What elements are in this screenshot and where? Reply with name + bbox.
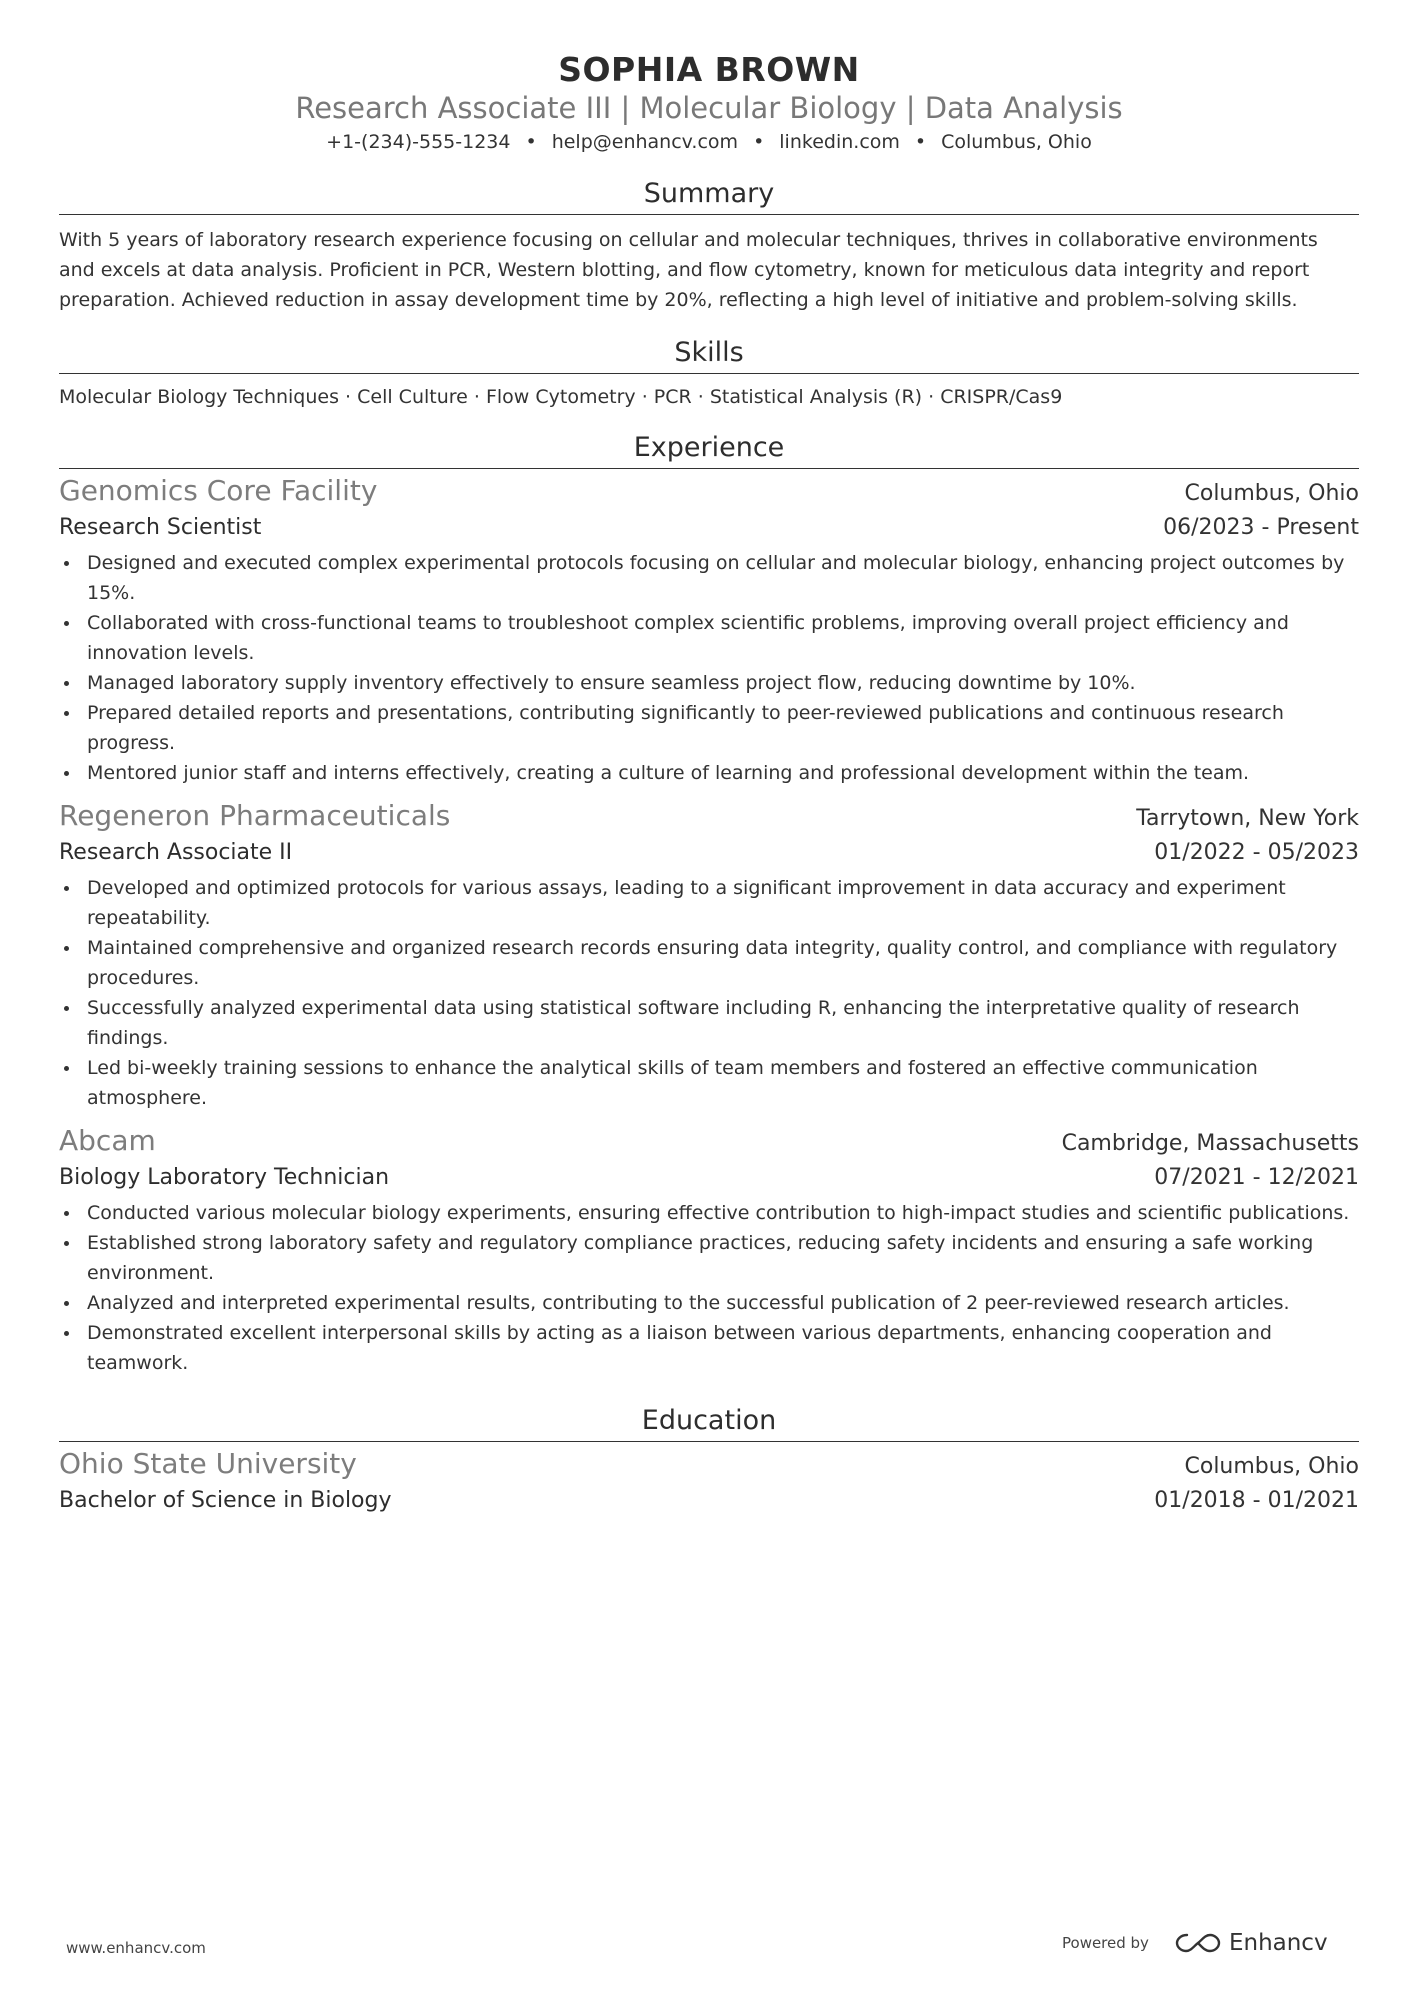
education-entry [59,1446,1359,1518]
linkedin-link[interactable]: linkedin.com [779,131,900,153]
list-item: Demonstrated excellent interpersonal skills by acting as a liaison between various departments, enhancing cooperation and teamwork. [59,1318,1359,1378]
job-role: Research Associate II [59,840,293,865]
powered-by-label: Powered by [1062,1934,1149,1952]
list-item: Established strong laboratory safety and regulatory compliance practices, reducing safety incidents and ensuring a safe working environment. [59,1228,1359,1288]
list-item: Developed and optimized protocols for various assays, leading to a significant improvement in data accuracy and experiment repeatability. [59,873,1359,933]
education-heading: Education [641,1405,777,1436]
list-item: Mentored junior staff and interns effectively, creating a culture of learning and professional development within the team. [59,758,1359,788]
skills-heading: Skills [674,337,744,368]
contact-location: Columbus, Ohio [941,131,1092,153]
separator-dot: • [753,131,765,153]
section-divider [59,1441,1359,1442]
summary-text: With 5 years of laboratory research experience focusing on cellular and molecular techniques, thrives in collaborative environments and excels at data analysis. Proficient in PCR, Western blotting, and flow cytometry, known for meticulous data integrity and report preparation. Achieved reduction in assay development time by 20%, reflecting a high level of initiative and problem-solving skills. [59,229,1318,311]
skills-list: Molecular Biology Techniques · Cell Culture · Flow Cytometry · PCR · Statistical Analysis (R) · CRISPR/Cas9 [59,386,1063,408]
section-divider [59,214,1359,215]
footer-branding [1062,1930,1328,1956]
list-item: Analyzed and interpreted experimental results, contributing to the successful publication of 2 peer-reviewed research articles. [59,1288,1359,1318]
contact-line [59,128,1359,156]
list-item: Designed and executed complex experimental protocols focusing on cellular and molecular biology, enhancing project outcomes by 15%. [59,548,1359,608]
experience-heading: Experience [633,432,785,463]
company-name: Abcam [59,1124,156,1157]
company-name: Genomics Core Facility [59,474,378,507]
candidate-name: SOPHIA BROWN [558,50,860,89]
experience-entry [59,1123,1359,1378]
job-bullets [59,548,1359,788]
list-item: Managed laboratory supply inventory effectively to ensure seamless project flow, reducing downtime by 10%. [59,668,1359,698]
company-name: Regeneron Pharmaceuticals [59,799,451,832]
separator-dot: • [525,131,537,153]
brand-name: Enhancv [1228,1930,1328,1956]
phone[interactable]: +1-(234)-555-1234 [326,131,511,153]
job-bullets [59,873,1359,1113]
school-location: Columbus, Ohio [1184,1454,1359,1479]
job-role: Research Scientist [59,515,262,540]
list-item: Maintained comprehensive and organized research records ensuring data integrity, quality control, and compliance with regulatory procedures. [59,933,1359,993]
job-location: Tarrytown, New York [1136,806,1359,831]
email[interactable]: help@enhancv.com [551,131,739,153]
list-item: Led bi-weekly training sessions to enhance the analytical skills of team members and fostered an effective communication atmosphere. [59,1053,1359,1113]
job-dates: 06/2023 - Present [1163,515,1359,540]
footer-website-link[interactable]: www.enhancv.com [66,1939,206,1957]
degree: Bachelor of Science in Biology [59,1488,392,1513]
list-item: Collaborated with cross-functional teams to troubleshoot complex scientific problems, improving overall project efficiency and innovation levels. [59,608,1359,668]
enhancv-logo-icon [1175,1931,1221,1955]
job-location: Columbus, Ohio [1184,481,1359,506]
job-role: Biology Laboratory Technician [59,1165,390,1190]
list-item: Conducted various molecular biology experiments, ensuring effective contribution to high-impact studies and scientific publications. [59,1198,1359,1228]
experience-entry [59,473,1359,788]
section-divider [59,373,1359,374]
job-dates: 01/2022 - 05/2023 [1154,840,1359,865]
school-name: Ohio State University [59,1447,357,1480]
summary-heading: Summary [643,178,775,209]
section-divider [59,468,1359,469]
brand-logo[interactable] [1175,1930,1328,1956]
experience-entry [59,798,1359,1113]
resume-page [59,48,1359,1518]
education-dates: 01/2018 - 01/2021 [1154,1488,1359,1513]
job-location: Cambridge, Massachusetts [1061,1131,1359,1156]
candidate-title: Research Associate III | Molecular Biology | Data Analysis [295,91,1123,125]
job-dates: 07/2021 - 12/2021 [1154,1165,1359,1190]
list-item: Successfully analyzed experimental data using statistical software including R, enhancing the interpretative quality of research findings. [59,993,1359,1053]
job-bullets [59,1198,1359,1378]
separator-dot: • [914,131,927,153]
list-item: Prepared detailed reports and presentations, contributing significantly to peer-reviewed publications and continuous research progress. [59,698,1359,758]
